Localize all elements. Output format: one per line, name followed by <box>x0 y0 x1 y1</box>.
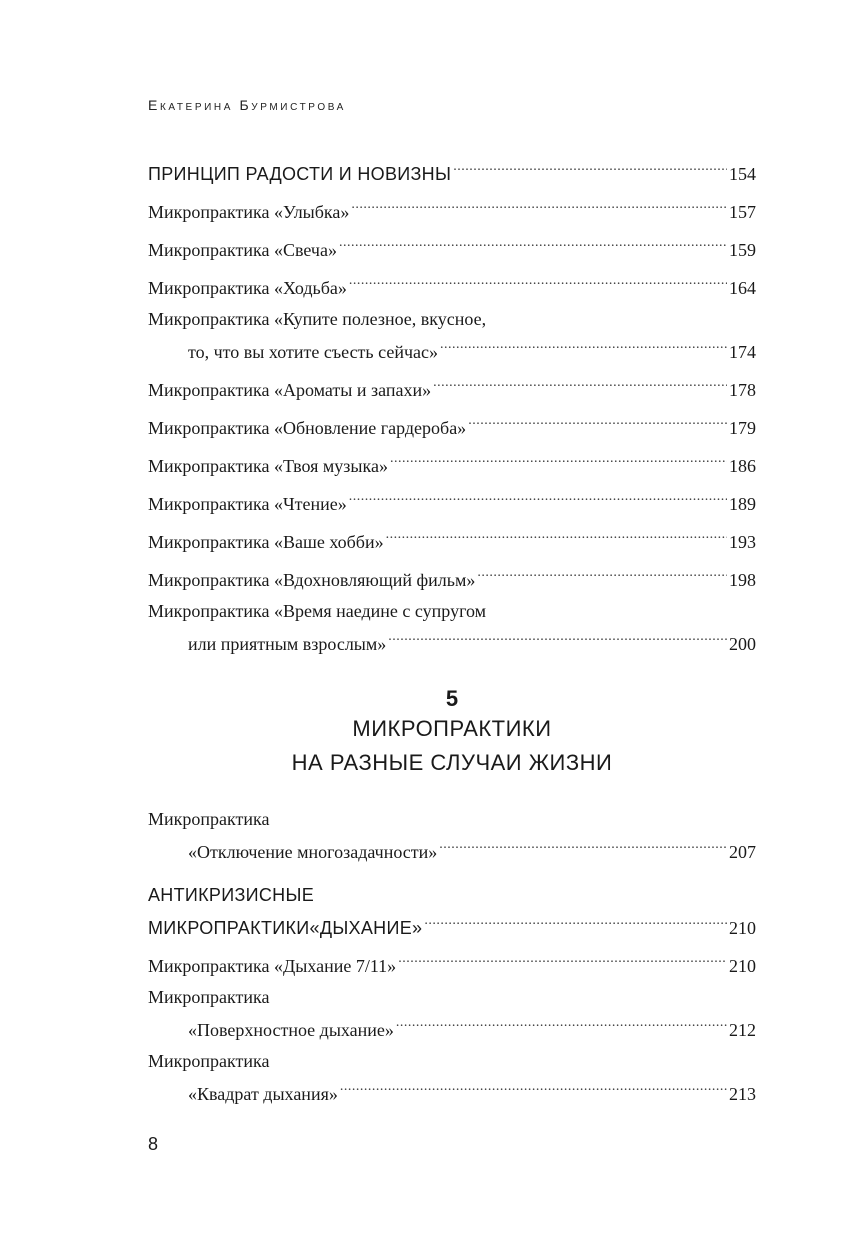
toc-entry-title: Микропрактика «Время наедине с супругом <box>148 601 487 621</box>
dot-leader <box>386 522 727 548</box>
toc-entry-title: Микропрактика <box>148 809 270 829</box>
toc-entry[interactable] <box>148 560 756 590</box>
toc-entry-title: «Поверхностное дыхание» <box>188 1020 394 1040</box>
toc-entry-page: 179 <box>729 418 756 438</box>
toc-entry-title: Микропрактика «Ходьба» <box>148 278 347 298</box>
toc-entry-title: Микропрактика <box>148 1051 270 1071</box>
toc-entry-page: 189 <box>729 494 756 514</box>
toc-entry-page: 186 <box>729 456 756 476</box>
toc-entry[interactable] <box>148 882 756 938</box>
toc-entry-page: 178 <box>729 380 756 400</box>
dot-leader <box>390 446 727 472</box>
toc-entry-page: 213 <box>729 1084 756 1104</box>
toc-entry-title: или приятным взрослым» <box>188 634 387 654</box>
toc-entry-title: «Квадрат дыхания» <box>188 1084 338 1104</box>
toc-entry-title: МИКРОПРАКТИКИ«ДЫХАНИЕ» <box>148 918 423 938</box>
toc-entry-page: 154 <box>729 164 756 184</box>
toc-entry-title: Микропрактика «Ваше хобби» <box>148 532 384 552</box>
toc-entry-page: 200 <box>729 634 756 654</box>
dot-leader <box>339 230 727 256</box>
toc-entry-title: Микропрактика «Дыхание 7/11» <box>148 956 397 976</box>
toc-entry-title: Микропрактика «Твоя музыка» <box>148 456 388 476</box>
toc-entry-title: Микропрактика «Ароматы и запахи» <box>148 380 432 400</box>
dot-leader <box>440 332 727 358</box>
toc-entry[interactable] <box>148 408 756 438</box>
page-number: 8 <box>148 1134 159 1154</box>
toc-section-b <box>148 806 756 1104</box>
toc-entry[interactable] <box>148 154 756 184</box>
toc-entry-page: 174 <box>729 342 756 362</box>
toc-entry-page: 212 <box>729 1020 756 1040</box>
dot-leader <box>398 946 727 972</box>
toc-entry-title: Микропрактика «Свеча» <box>148 240 337 260</box>
toc-section-a <box>148 154 756 654</box>
toc-entry-title: «Отключение многозадачности» <box>188 842 438 862</box>
toc-entry-title: Микропрактика «Обновление гардероба» <box>148 418 467 438</box>
toc-entry[interactable] <box>148 484 756 514</box>
toc-entry[interactable] <box>148 984 756 1040</box>
toc-entry-page: 157 <box>729 202 756 222</box>
dot-leader <box>424 908 727 934</box>
dot-leader <box>477 560 727 586</box>
dot-leader <box>439 832 727 858</box>
chapter-number: 5 <box>445 686 459 711</box>
toc-entry-page: 207 <box>729 842 756 862</box>
chapter-title-line-2: НА РАЗНЫЕ СЛУЧАИ ЖИЗНИ <box>291 750 613 775</box>
toc-entry-title: ПРИНЦИП РАДОСТИ И НОВИЗНЫ <box>148 164 452 184</box>
toc-entry[interactable] <box>148 192 756 222</box>
toc-entry-title: АНТИКРИЗИСНЫЕ <box>148 885 315 905</box>
toc-entry[interactable] <box>148 598 756 654</box>
dot-leader <box>351 192 727 218</box>
running-header-author: Екатерина Бурмистрова <box>148 97 346 113</box>
dot-leader <box>340 1074 727 1100</box>
toc-entry[interactable] <box>148 230 756 260</box>
toc-entry-page: 198 <box>729 570 756 590</box>
toc-entry[interactable] <box>148 946 756 976</box>
chapter-title-line-1: МИКРОПРАКТИКИ <box>352 716 552 741</box>
toc-entry-title: Микропрактика <box>148 987 270 1007</box>
dot-leader <box>433 370 727 396</box>
toc-entry-title: то, что вы хотите съесть сейчас» <box>188 342 438 362</box>
toc-entry-page: 159 <box>729 240 756 260</box>
toc-entry[interactable] <box>148 522 756 552</box>
toc-entry-title: Микропрактика «Чтение» <box>148 494 347 514</box>
toc-entry-page: 210 <box>729 956 756 976</box>
chapter-heading <box>148 686 756 780</box>
toc-entry-title: Микропрактика «Купите полезное, вкусное, <box>148 309 487 329</box>
toc-entry-page: 210 <box>729 918 756 938</box>
dot-leader <box>396 1010 727 1036</box>
dot-leader <box>349 484 727 510</box>
dot-leader <box>453 154 727 180</box>
dot-leader <box>388 624 727 650</box>
toc-entry-page: 193 <box>729 532 756 552</box>
toc-entry[interactable] <box>148 268 756 298</box>
toc-entry-title: Микропрактика «Вдохновляющий фильм» <box>148 570 476 590</box>
toc-entry[interactable] <box>148 370 756 400</box>
toc-entry-title: Микропрактика «Улыбка» <box>148 202 350 222</box>
dot-leader <box>349 268 727 294</box>
toc-entry[interactable] <box>148 446 756 476</box>
toc-entry[interactable] <box>148 1048 756 1104</box>
toc-entry[interactable] <box>148 806 756 862</box>
toc-entry[interactable] <box>148 306 756 362</box>
dot-leader <box>468 408 727 434</box>
toc-entry-page: 164 <box>729 278 756 298</box>
